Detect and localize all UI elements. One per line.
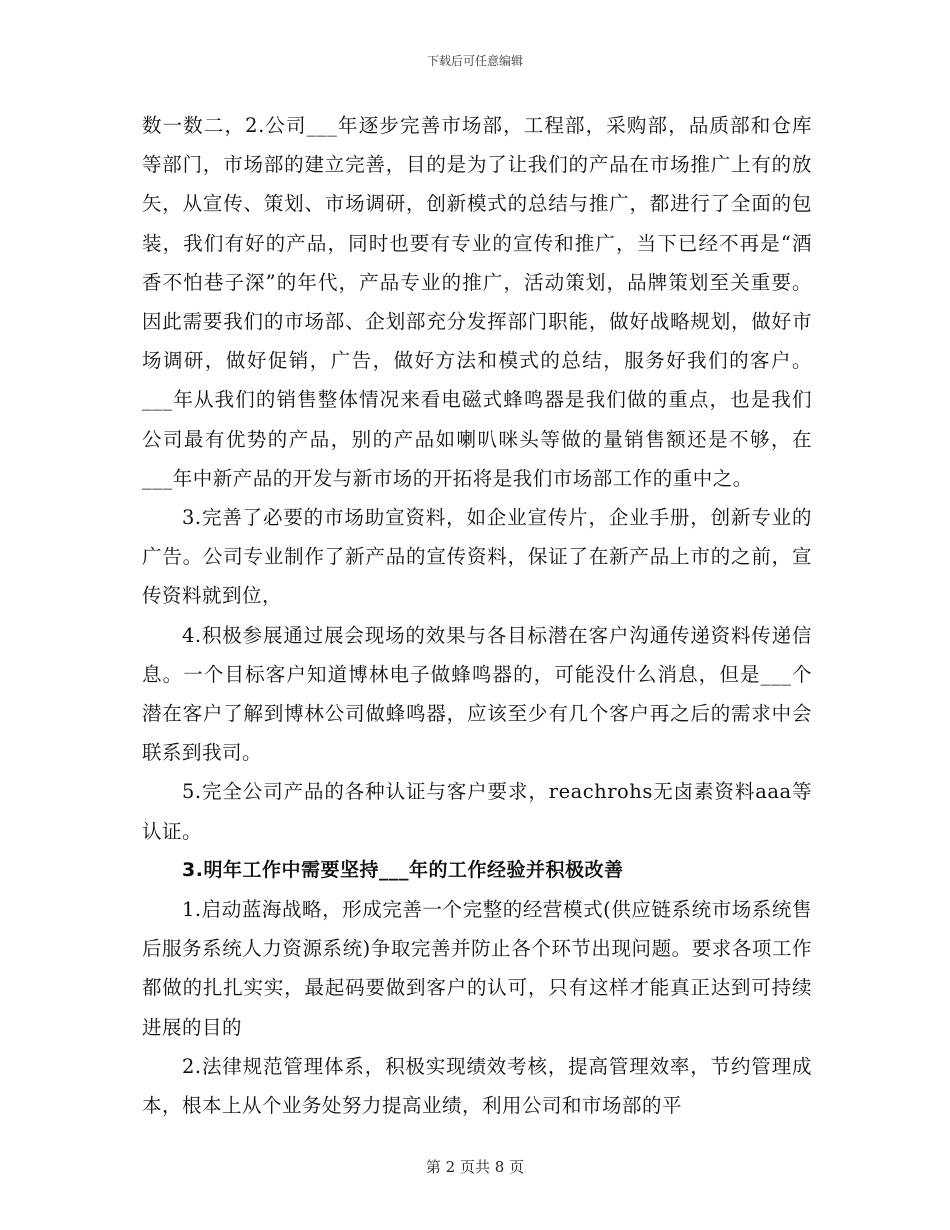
body-paragraph: 5.完全公司产品的各种认证与客户要求，reachrohs无卤素资料aaa等认证。 [142,780,812,843]
section-heading: 3.明年工作中需要坚持___年的工作经验并积极改善 [182,858,624,881]
body-paragraph: 1.启动蓝海战略，形成完善一个完整的经营模式(供应链系统市场系统售后服务系统人力资源系统)争取完善并防止各个环节出现问题。要求各项工作都做的扎扎实实，最起码要做到客户的认可，只有这样才能真正达到可持续进展的目的 [142,898,812,1039]
body-paragraph: 2.法律规范管理体系，积极实现绩效考核，提高管理效率，节约管理成本，根本上从个业务处努力提高业绩，利用公司和市场部的平 [142,1054,812,1118]
page-header: 下载后可任意编辑 [426,54,523,68]
document-body [142,106,812,1125]
body-paragraph: 数一数二，2.公司___年逐步完善市场部，工程部，采购部，品质部和仓库等部门，市场部的建立完善，目的是为了让我们的产品在市场推广上有的放矢，从宣传、策划、市场调研，创新模式的总结与推广，都进行了全面的包装，我们有好的产品，同时也要有专业的宣传和推广，当下已经不再是“酒香不怕巷子深”的年代，产品专业的推广，活动策划，品牌策划至关重要。因此需要我们的市场部、企划部充分发挥部门职能，做好战略规划，做好市场调研，做好促销，广告，做好方法和模式的总结，服务好我们的客户。___年从我们的销售整体情况来看电磁式蜂鸣器是我们做的重点，也是我们公司最有优势的产品，别的产品如喇叭咪头等做的量销售额还是不够，在___年中新产品的开发与新市场的开拓将是我们市场部工作的重中之。 [142,114,812,490]
page-footer: 第 2 页共 8 页 [425,1158,525,1176]
body-paragraph: 4.积极参展通过展会现场的效果与各目标潜在客户沟通传递资料传递信息。一个目标客户知道博林电子做蜂鸣器的，可能没什么消息，但是___个潜在客户了解到博林公司做蜂鸣器，应该至少有几个客户再之后的需求中会联系到我司。 [142,623,812,765]
body-paragraph: 3.完善了必要的市场助宣资料，如企业宣传片，企业手册，创新专业的广告。公司专业制作了新产品的宣传资料，保证了在新产品上市的之前，宣传资料就到位， [142,506,812,608]
